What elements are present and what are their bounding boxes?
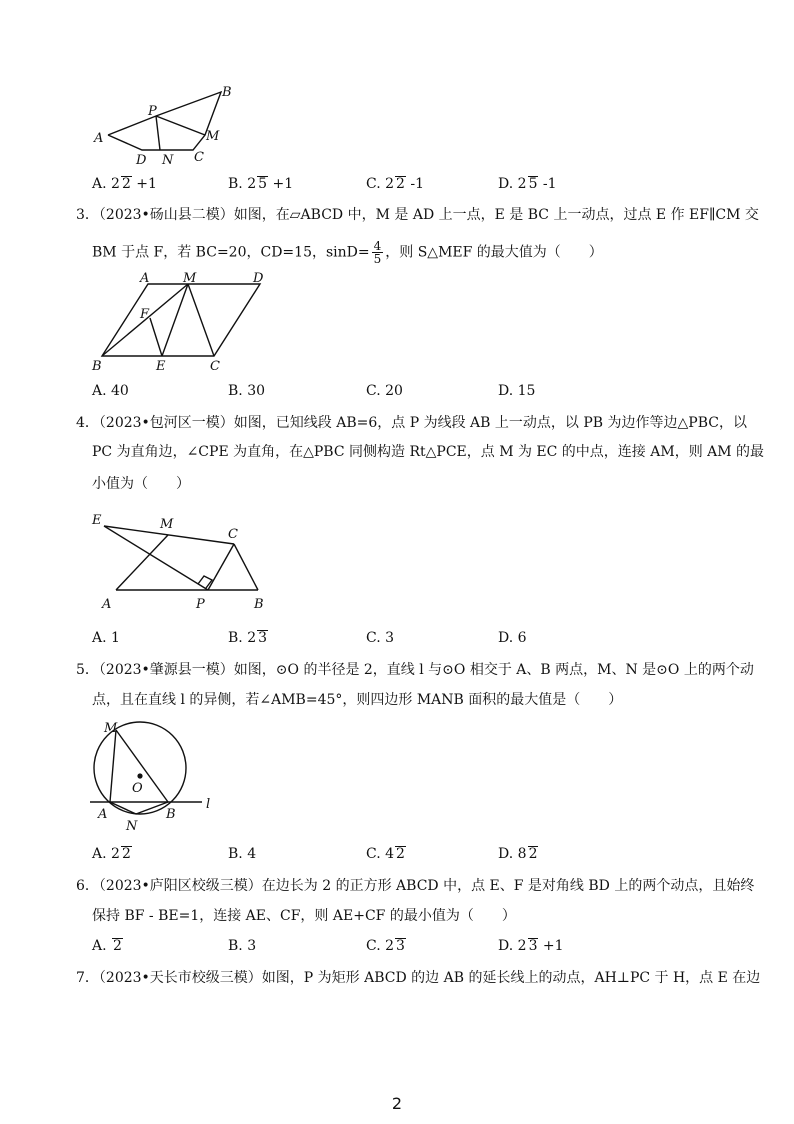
q4-option-a[interactable]: A. 1: [92, 630, 120, 646]
q3-label-m: M: [183, 271, 197, 286]
q5-option-b[interactable]: B. 4: [228, 846, 257, 862]
q5-stem-line1: 5．（2023•肇源县一模）如图，⊙O 的半径是 2，直线 l 与⊙O 相交于 A、B 两点，M、N 是⊙O 上的两个动: [76, 662, 754, 678]
q5-option-a[interactable]: A. 2 2: [92, 846, 131, 862]
q2-option-a[interactable]: A. 2 2 +1: [92, 176, 157, 192]
q3-label-a: A: [140, 271, 150, 286]
q4-label-p: P: [196, 597, 205, 612]
page-number: 2: [391, 1094, 403, 1113]
q3-fraction: $\frac{4}{5}$: [373, 239, 382, 266]
q3-label-e: E: [156, 359, 166, 374]
q6-option-c[interactable]: C. 2 3: [366, 938, 405, 954]
q3-figure: [88, 270, 278, 378]
q5-label-a: A: [98, 807, 108, 822]
q5-label-b: B: [166, 807, 176, 822]
q5-option-c[interactable]: C. 4 2: [366, 846, 405, 862]
q4-option-d[interactable]: D. 6: [498, 630, 527, 646]
q4-label-c: C: [228, 527, 238, 542]
q5-option-d[interactable]: D. 8 2: [498, 846, 538, 862]
q2-option-c[interactable]: C. 2 2 -1: [366, 176, 425, 192]
q2-option-b[interactable]: B. 2 5 +1: [228, 176, 294, 192]
q3-stem-line1: 3．（2023•砀山县二模）如图，在▱ABCD 中，M 是 AD 上一点，E 是 BC 上一动点，过点 E 作 EF∥CM 交: [76, 207, 759, 223]
q4-option-c[interactable]: C. 3: [366, 630, 395, 646]
q2-label-m: M: [206, 129, 220, 144]
q3-label-c: C: [210, 359, 220, 374]
q6-option-a[interactable]: A. 2: [92, 938, 122, 954]
q4-label-b: B: [254, 597, 264, 612]
q4-label-e: E: [92, 513, 102, 528]
q4-figure: [88, 504, 288, 616]
q2-label-d: D: [136, 153, 147, 168]
q5-label-o: O: [132, 781, 143, 796]
q3-option-a[interactable]: A. 40: [92, 383, 129, 399]
q5-label-m: M: [104, 721, 118, 736]
q6-stem-line1: 6．（2023•庐阳区校级三模）在边长为 2 的正方形 ABCD 中，点 E、F 是对角线 BD 上的两个动点，且始终: [76, 878, 755, 894]
q2-label-n: N: [162, 153, 174, 168]
q5-label-l: l: [206, 797, 211, 812]
q5-stem-line2: 点，且在直线 l 的异侧，若∠AMB=45°，则四边形 MANB 面积的最大值是（ ）: [92, 692, 623, 708]
q3-label-d: D: [253, 271, 264, 286]
q3-option-d[interactable]: D. 15: [498, 383, 536, 399]
q4-label-a: A: [102, 597, 112, 612]
q2-option-d[interactable]: D. 2 5 -1: [498, 176, 557, 192]
q3-option-c[interactable]: C. 20: [366, 383, 403, 399]
q3-label-f: F: [140, 307, 150, 322]
q2-label-p: P: [148, 104, 157, 119]
q3-label-b: B: [92, 359, 102, 374]
q4-stem-line1: 4．（2023•包河区一模）如图，已知线段 AB=6，点 P 为线段 AB 上一动点，以 PB 为边作等边△PBC，以: [76, 415, 747, 431]
q4-stem-line3: 小值为（ ）: [92, 476, 190, 492]
q6-option-d[interactable]: D. 2 3 +1: [498, 938, 564, 954]
q4-label-m: M: [160, 517, 174, 532]
q7-stem-line1: 7．（2023•天长市校级三模）如图，P 为矩形 ABCD 的边 AB 的延长线上的动点，AH⊥PC 于 H，点 E 在边: [76, 970, 761, 986]
q3-stem-line2: BM 于点 F，若 BC=20，CD=15，sinD= $\frac{4}{5}$ ，则 S△MEF 的最大值为（ ）: [92, 239, 603, 266]
q6-stem-line2: 保持 BF - BE=1，连接 AE、CF，则 AE+CF 的最小值为（ ）: [92, 908, 516, 924]
q2-label-c: C: [194, 150, 204, 165]
q2-label-b: B: [222, 85, 232, 100]
q5-label-n: N: [126, 819, 138, 834]
q6-option-b[interactable]: B. 3: [228, 938, 257, 954]
q2-figure: [88, 82, 248, 172]
q4-option-b[interactable]: B. 2 3: [228, 630, 268, 646]
q2-label-a: A: [94, 131, 104, 146]
q5-figure: [88, 718, 218, 836]
q3-option-b[interactable]: B. 30: [228, 383, 266, 399]
q4-stem-line2: PC 为直角边，∠CPE 为直角，在△PBC 同侧构造 Rt△PCE，点 M 为 EC 的中点，连接 AM，则 AM 的最: [92, 444, 765, 460]
